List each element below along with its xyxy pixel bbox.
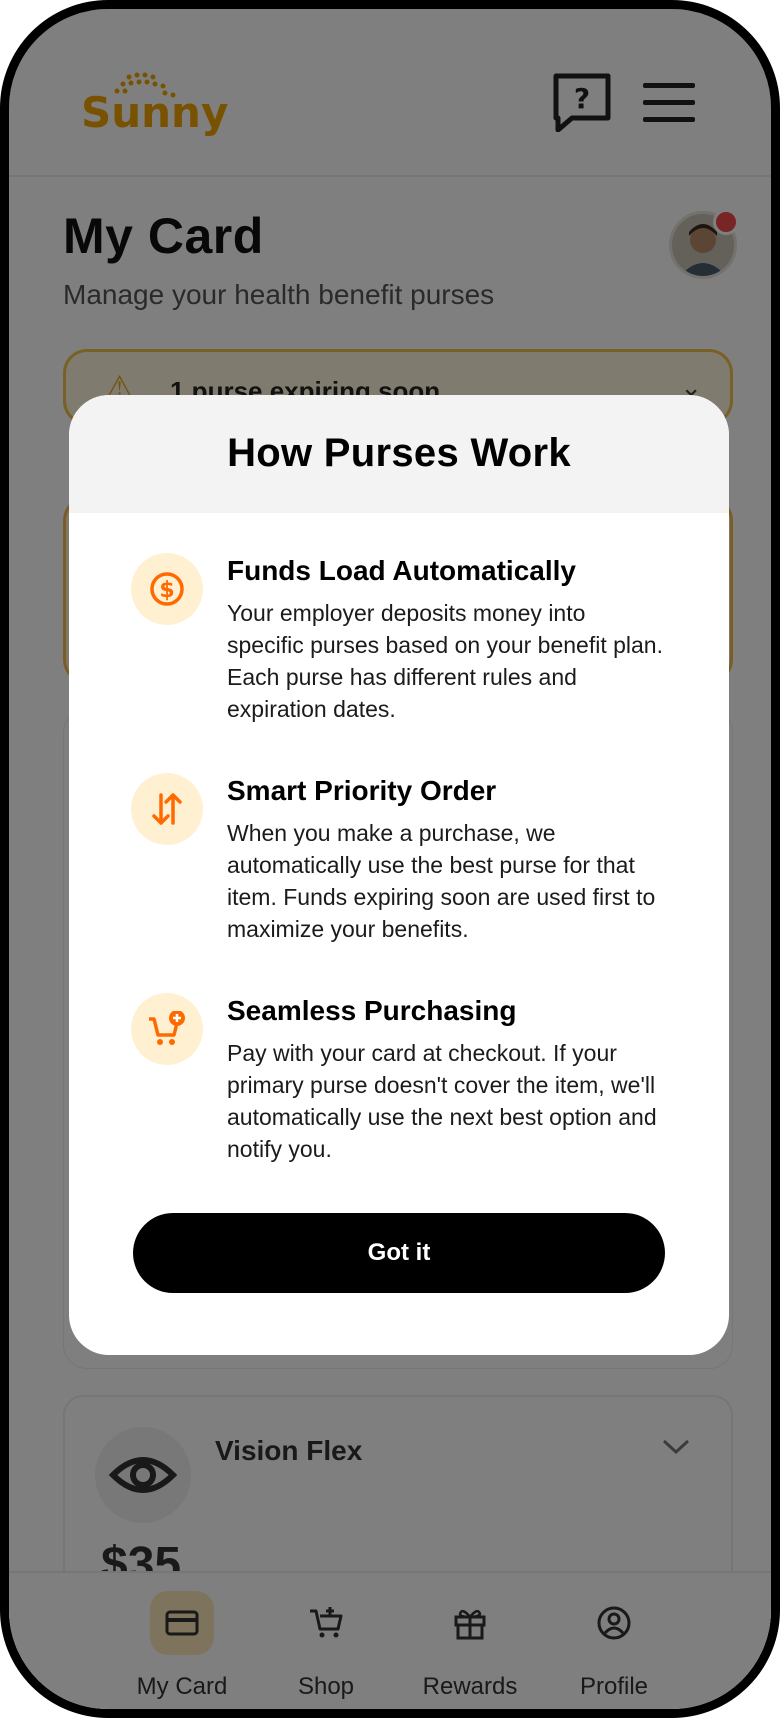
feature-body: When you make a purchase, we automatically use the best purse for that item. Funds expiring soon are used first to maximize your benefits. xyxy=(227,820,656,942)
got-it-button[interactable]: Got it xyxy=(133,1213,665,1293)
svg-text:$: $ xyxy=(159,578,175,603)
app-screen xyxy=(9,9,771,1709)
feature-body: Pay with your card at checkout. If your primary purse doesn't cover the item, we'll automatically use the next best option and notify you. xyxy=(227,1040,657,1162)
feature-title: Smart Priority Order xyxy=(227,775,497,806)
priority-arrows-icon xyxy=(131,773,203,845)
cart-add-icon xyxy=(131,993,203,1065)
modal-header xyxy=(69,395,729,513)
modal-title: How Purses Work xyxy=(227,431,571,475)
dollar-icon xyxy=(131,553,203,625)
feature-body: Your employer deposits money into specific purses based on your benefit plan. Each purse has different rules and expiration dates. xyxy=(227,600,663,722)
how-purses-work-modal xyxy=(69,395,729,1355)
feature-title: Seamless Purchasing xyxy=(227,995,517,1026)
feature-title: Funds Load Automatically xyxy=(227,555,576,586)
